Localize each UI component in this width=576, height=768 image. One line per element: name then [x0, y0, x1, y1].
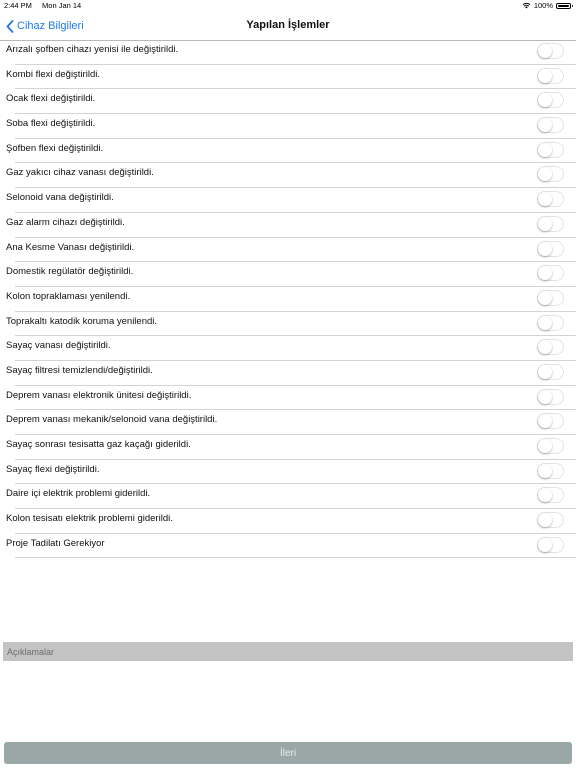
- list-item: [6, 435, 576, 460]
- toggle-knob: [538, 217, 552, 231]
- list-item: [6, 65, 576, 90]
- toggle-switch[interactable]: [537, 413, 564, 429]
- toggle-switch[interactable]: [537, 438, 564, 454]
- status-time: 2:44 PM: [4, 1, 32, 10]
- list-item-label: Sayaç filtresi temizlendi/değiştirildi.: [6, 364, 153, 376]
- list-item-label: Ocak flexi değiştirildi.: [6, 93, 96, 105]
- list-item-label: Ana Kesme Vanası değiştirildi.: [6, 241, 135, 253]
- toggle-switch[interactable]: [537, 191, 564, 207]
- toggle-switch[interactable]: [537, 339, 564, 355]
- list-item-label: Sayaç sonrası tesisatta gaz kaçağı giderildi.: [6, 439, 191, 450]
- toggle-switch[interactable]: [537, 315, 564, 331]
- list-item-label: Daire içi elektrik problemi giderildi.: [6, 488, 151, 500]
- toggle-switch[interactable]: [537, 241, 564, 257]
- notes-header: Açıklamalar: [3, 642, 573, 661]
- toggle-switch[interactable]: [537, 364, 564, 380]
- list-item-label: Arızalı şofben cihazı yenisi ile değiştirildi.: [6, 44, 179, 55]
- toggle-knob: [538, 414, 552, 428]
- status-date: Mon Jan 14: [42, 1, 82, 10]
- toggle-knob: [538, 439, 552, 453]
- list-item-label: Şofben flexi değiştirildi.: [6, 142, 104, 154]
- list-item: [6, 262, 576, 287]
- list-item: [6, 361, 576, 386]
- toggle-knob: [538, 291, 552, 305]
- toggle-knob: [538, 488, 552, 502]
- operations-list: [0, 40, 576, 558]
- list-item: [6, 460, 576, 485]
- toggle-knob: [538, 464, 552, 478]
- toggle-switch[interactable]: [537, 142, 564, 158]
- toggle-knob: [538, 266, 552, 280]
- list-item-label: Deprem vanası elektronik ünitesi değiştirildi.: [6, 389, 192, 401]
- list-item: [6, 163, 576, 188]
- toggle-switch[interactable]: [537, 43, 564, 59]
- list-item-label: Soba flexi değiştirildi.: [6, 118, 96, 130]
- battery-icon: [556, 3, 571, 9]
- list-item-label: Gaz alarm cihazı değiştirildi.: [6, 216, 125, 228]
- list-item: [6, 188, 576, 213]
- list-item: [6, 534, 576, 559]
- list-item: [6, 139, 576, 164]
- status-bar: [0, 0, 576, 12]
- toggle-switch[interactable]: [537, 68, 564, 84]
- toggle-knob: [538, 316, 552, 330]
- toggle-knob: [538, 390, 552, 404]
- list-item: [6, 114, 576, 139]
- list-item: [6, 509, 576, 534]
- list-item-label: Deprem vanası mekanik/selonoid vana değiştirildi.: [6, 414, 218, 426]
- list-item: [6, 410, 576, 435]
- list-item: [6, 89, 576, 114]
- list-item-label: Sayaç flexi değiştirildi.: [6, 463, 100, 475]
- toggle-knob: [538, 118, 552, 132]
- status-right: [522, 1, 571, 10]
- toggle-knob: [538, 167, 552, 181]
- list-item-label: Proje Tadilatı Gerekiyor: [6, 537, 105, 549]
- list-item: [6, 213, 576, 238]
- toggle-switch[interactable]: [537, 290, 564, 306]
- list-item-label: Sayaç vanası değiştirildi.: [6, 340, 111, 352]
- toggle-knob: [538, 44, 552, 58]
- list-item-label: Selonoid vana değiştirildi.: [6, 192, 114, 204]
- list-item-label: Toprakaltı katodik koruma yenilendi.: [6, 315, 158, 327]
- toggle-switch[interactable]: [537, 463, 564, 479]
- next-button[interactable]: İleri: [4, 742, 572, 764]
- toggle-knob: [538, 93, 552, 107]
- list-item: [6, 312, 576, 337]
- list-item: [6, 238, 576, 263]
- list-item-label: Kolon topraklaması yenilendi.: [6, 290, 131, 302]
- toggle-switch[interactable]: [537, 265, 564, 281]
- notes-input[interactable]: [3, 661, 576, 741]
- toggle-switch[interactable]: [537, 92, 564, 108]
- list-item: [6, 40, 576, 65]
- toggle-knob: [538, 143, 552, 157]
- toggle-knob: [538, 513, 552, 527]
- toggle-knob: [538, 340, 552, 354]
- toggle-switch[interactable]: [537, 512, 564, 528]
- toggle-knob: [538, 192, 552, 206]
- navigation-bar: [0, 12, 576, 41]
- toggle-switch[interactable]: [537, 537, 564, 553]
- page-title: Yapılan İşlemler: [246, 19, 330, 31]
- list-item-label: Kombi flexi değiştirildi.: [6, 68, 100, 80]
- battery-percent: 100%: [533, 1, 553, 10]
- toggle-switch[interactable]: [537, 389, 564, 405]
- wifi-icon: [522, 2, 531, 9]
- list-item: [6, 386, 576, 411]
- list-item-label: Domestik regülatör değiştirildi.: [6, 266, 134, 278]
- toggle-knob: [538, 69, 552, 83]
- toggle-knob: [538, 538, 552, 552]
- list-item-label: Kolon tesisatı elektrik problemi giderildi.: [6, 513, 173, 525]
- toggle-switch[interactable]: [537, 487, 564, 503]
- list-item: [6, 336, 576, 361]
- list-item: [6, 484, 576, 509]
- toggle-switch[interactable]: [537, 117, 564, 133]
- toggle-knob: [538, 365, 552, 379]
- back-button-label: Cihaz Bilgileri: [17, 20, 84, 32]
- list-item-label: Gaz yakıcı cihaz vanası değiştirildi.: [6, 167, 154, 179]
- toggle-switch[interactable]: [537, 166, 564, 182]
- toggle-knob: [538, 242, 552, 256]
- list-item: [6, 287, 576, 312]
- toggle-switch[interactable]: [537, 216, 564, 232]
- status-left: [4, 1, 89, 10]
